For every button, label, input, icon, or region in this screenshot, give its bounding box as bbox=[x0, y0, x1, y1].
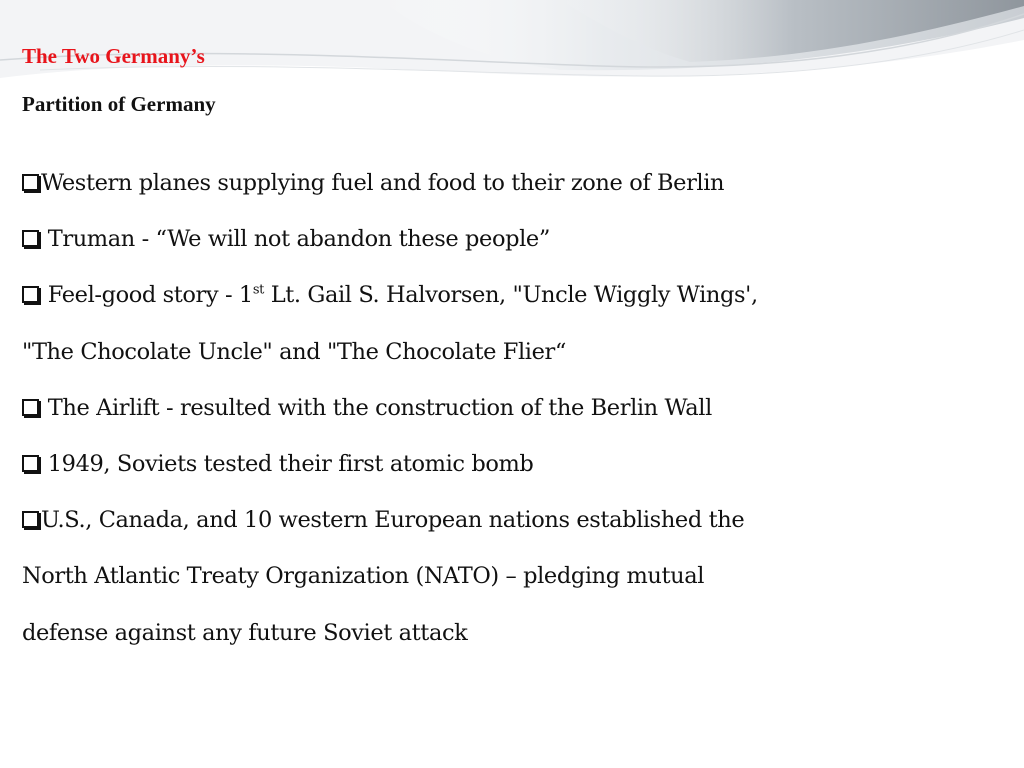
hollow-square-bullet-icon bbox=[22, 174, 39, 191]
slide-title: The Two Germany’s bbox=[22, 44, 205, 68]
list-item-continuation bbox=[22, 605, 1012, 661]
bullet-list bbox=[22, 155, 1012, 661]
list-item bbox=[22, 211, 1012, 267]
list-item-continuation bbox=[22, 324, 1012, 380]
list-item bbox=[22, 436, 1012, 492]
list-item-text: defense against any future Soviet attack bbox=[22, 619, 468, 646]
list-item-text: Lt. Gail S. Halvorsen, "Uncle Wiggly Wings', bbox=[263, 282, 758, 309]
list-item-text: U.S., Canada, and 10 western European nations established the bbox=[41, 507, 745, 534]
list-item-text: Truman - “We will not abandon these people” bbox=[41, 226, 550, 253]
list-item-text: Western planes supplying fuel and food to their zone of Berlin bbox=[41, 170, 725, 196]
hollow-square-bullet-icon bbox=[22, 230, 39, 247]
slide-subtitle: Partition of Germany bbox=[22, 92, 216, 116]
list-item bbox=[22, 492, 1012, 548]
list-item-continuation bbox=[22, 548, 1012, 604]
hollow-square-bullet-icon bbox=[22, 511, 39, 528]
list-item-text: North Atlantic Treaty Organization (NATO) – pledging mutual bbox=[22, 563, 705, 590]
list-item bbox=[22, 155, 1012, 211]
hollow-square-bullet-icon bbox=[22, 455, 39, 472]
ordinal-superscript: st bbox=[252, 282, 264, 298]
list-item-text: The Airlift - resulted with the construction of the Berlin Wall bbox=[41, 394, 712, 421]
hollow-square-bullet-icon bbox=[22, 399, 39, 416]
hollow-square-bullet-icon bbox=[22, 286, 39, 303]
list-item bbox=[22, 267, 1012, 323]
list-item-text: Feel-good story - 1 bbox=[41, 282, 253, 309]
list-item bbox=[22, 380, 1012, 436]
list-item-text: 1949, Soviets tested their first atomic bomb bbox=[41, 451, 534, 478]
list-item-text: "The Chocolate Uncle" and "The Chocolate Flier“ bbox=[22, 338, 566, 365]
